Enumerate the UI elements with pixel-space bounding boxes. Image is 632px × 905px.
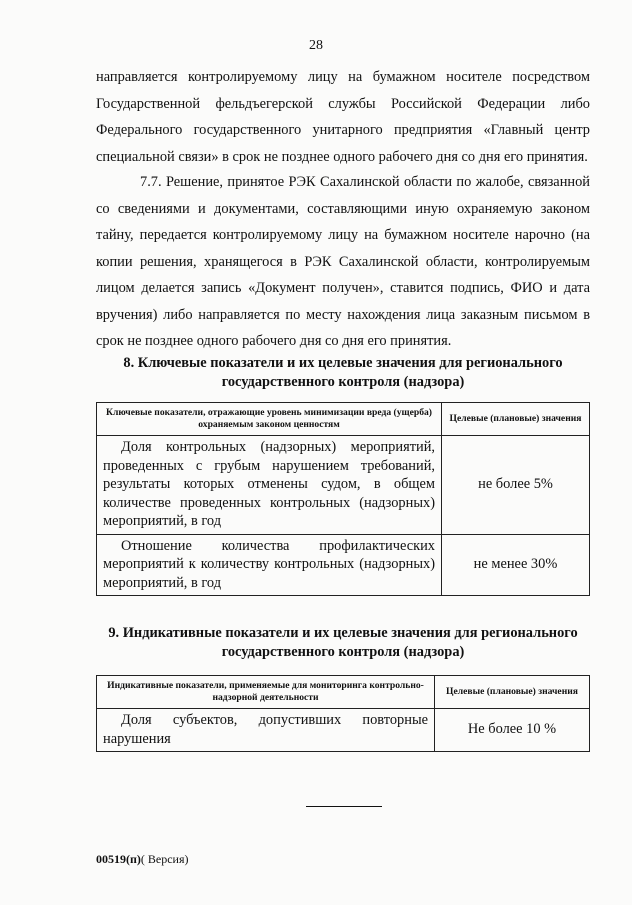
target-value-cell: не более 5% [442, 436, 590, 535]
table-row [97, 534, 590, 596]
document-version: ( Версия) [140, 852, 189, 866]
target-value-cell: Не более 10 % [435, 709, 590, 752]
table-header-row [97, 676, 590, 709]
section-8-heading: 8. Ключевые показатели и их целевые значения для регионального государственного контроля (надзора) [123, 355, 563, 390]
paragraph-continuation: направляется контролируемому лицу на бумажном носителе посредством Государственной фельдъегерской службы Российской Федерации либо Федерального государственного унитарного предприятия «Главный центр специальной связи» в срок не позднее одного рабочего дня со дня его принятия. [96, 69, 590, 165]
indicator-cell: Доля субъектов, допустивших повторные нарушения [97, 709, 435, 752]
paragraph-7-7: 7.7. Решение, принятое РЭК Сахалинской области по жалобе, связанной со сведениями и документами, составляющими иную охраняемую законом тайну, передается контролируемому лицу на бумажном носителе нарочно (на копии решения, хранящегося в РЭК Сахалинской области, контролируемым лицом делается запись «Документ получен», ставится подпись, ФИО и дата вручения) либо направляется по месту нахождения лица заказным письмом в срок не позднее одного рабочего дня со дня его принятия. [96, 174, 590, 349]
header-indicator: Ключевые показатели, отражающие уровень минимизации вреда (ущерба) охраняемым законом ценностям [97, 403, 442, 436]
table-header-row [97, 403, 590, 436]
document-footer [96, 852, 189, 867]
header-target: Целевые (плановые) значения [442, 403, 590, 436]
header-target: Целевые (плановые) значения [435, 676, 590, 709]
end-divider [306, 806, 382, 807]
section-9-heading: 9. Индикативные показатели и их целевые значения для регионального государственного контроля (надзора) [108, 625, 578, 660]
table-row [97, 709, 590, 752]
indicator-cell: Доля контрольных (надзорных) мероприятий, проведенных с грубым нарушением требований, результаты которых отменены судом, в общем количестве проведенных контрольных (надзорных) мероприятий, в год [97, 436, 442, 535]
document-code: 00519(п) [96, 852, 141, 866]
indicative-indicators-table [96, 675, 590, 752]
indicator-cell: Отношение количества профилактических мероприятий к количеству контрольных (надзорных) мероприятий, в год [97, 534, 442, 596]
table-row [97, 436, 590, 535]
page-number: 28 [309, 38, 323, 53]
target-value-cell: не менее 30% [442, 534, 590, 596]
header-indicator: Индикативные показатели, применяемые для мониторинга контрольно-надзорной деятельности [97, 676, 435, 709]
key-indicators-table [96, 402, 590, 596]
